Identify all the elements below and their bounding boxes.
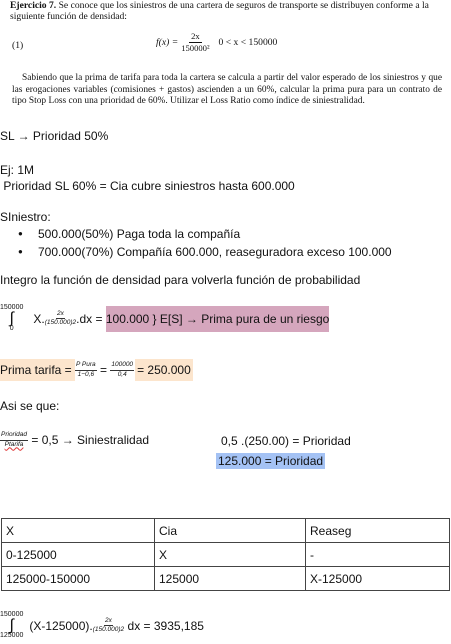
table-row bbox=[2, 543, 450, 567]
equation-fraction bbox=[181, 32, 209, 52]
sl-note: SL → Prioridad 50% bbox=[0, 129, 109, 143]
table-header-row bbox=[2, 519, 450, 543]
integral-lower: 0 bbox=[9, 325, 14, 332]
fraction-numerator: 2x bbox=[104, 618, 113, 627]
integral-reinsurance bbox=[0, 611, 204, 640]
fraction-denominator: Ptarifa bbox=[4, 440, 24, 448]
integral-sign: 150000 ∫ 0 bbox=[0, 304, 24, 332]
table-cell: - bbox=[306, 543, 450, 567]
integral-upper: 150000 bbox=[0, 304, 24, 311]
equation-denominator: 150000² bbox=[181, 42, 210, 53]
integral-dx: .dx = bbox=[76, 311, 106, 326]
prioridad-calc: 0,5 .(250.00) = Prioridad bbox=[221, 434, 351, 448]
example-note: Ej: 1M bbox=[0, 163, 35, 177]
equation-condition: 0 < x < 150000 bbox=[218, 36, 278, 48]
integro-note: Integro la función de densidad para volverla función de probabilidad bbox=[0, 273, 361, 287]
prima-tarifa-result: = 250.000 bbox=[135, 359, 193, 381]
fraction-denominator: (150.000)2 bbox=[44, 319, 77, 326]
fraction-numerator: Prioridad bbox=[0, 432, 28, 441]
siniestro-list bbox=[0, 225, 392, 261]
asi-note: Asi se que: bbox=[0, 399, 60, 413]
table-header: X bbox=[2, 519, 155, 543]
equation-lhs: f(x) = bbox=[156, 36, 179, 48]
table-cell: X-125000 bbox=[306, 567, 450, 591]
table-row bbox=[2, 567, 450, 591]
equals-sign: = bbox=[96, 363, 111, 377]
prima-fraction-1 bbox=[75, 362, 97, 378]
fraction-numerator: 2x bbox=[56, 311, 65, 320]
fraction-numerator: P Pura bbox=[75, 362, 97, 371]
prima-tarifa-label: Prima tarifa = bbox=[0, 359, 75, 381]
prioridad-note: Prioridad SL 60% = Cia cubre siniestros hasta 600.000 bbox=[0, 179, 295, 193]
list-item: ● 500.000(50%) Paga toda la compañía bbox=[0, 225, 392, 243]
integral-fraction bbox=[45, 311, 76, 327]
exercise-title: Ejercicio 7. bbox=[10, 0, 57, 11]
integral-upper: 150000 bbox=[0, 611, 24, 618]
ratio-fraction bbox=[0, 432, 28, 448]
equation-number: (1) bbox=[12, 40, 24, 51]
table-cell: 125000 bbox=[155, 567, 306, 591]
fraction-denominator: (150.000)2 bbox=[92, 626, 125, 633]
equation-numerator: 2x bbox=[191, 31, 200, 41]
siniestralidad-line bbox=[0, 432, 149, 448]
integral-variable: (X-125000). bbox=[29, 618, 93, 633]
expected-value-highlight: 100.000 } E[S] → Prima pura de un riesgo bbox=[106, 306, 329, 332]
integral-result: dx = 3935,185 bbox=[124, 618, 204, 633]
coverage-table bbox=[1, 518, 450, 591]
ratio-text: = 0,5 → Siniestralidad bbox=[28, 433, 150, 447]
list-item: ● 700.000(70%) Compañía 600.000, reaseguradora exceso 100.000 bbox=[0, 243, 392, 261]
table-header: Reaseg bbox=[306, 519, 450, 543]
table-cell: 0-125000 bbox=[2, 543, 155, 567]
integral-fraction bbox=[93, 618, 124, 634]
integral-lower: 125000 bbox=[0, 632, 24, 639]
siniestro-label: SIniestro: bbox=[0, 210, 51, 224]
exercise-paragraph: Sabiendo que la prima de tarifa para toda la cartera se calcula a partir del valor esperado de los siniestros y que las erogaciones variables (comisiones + gastos) ascienden a un 60%, calcular la prima pura para un contrato de tipo Stop Loss con una prioridad de 60%. Utilizar el Loss Ratio como índice de siniestralidad. bbox=[12, 73, 442, 107]
prioridad-result: 125.000 = Prioridad bbox=[218, 454, 324, 468]
integral-expected-value bbox=[0, 304, 329, 333]
table-cell: 125000-150000 bbox=[2, 567, 155, 591]
table-cell: X bbox=[155, 543, 306, 567]
integral-variable: X. bbox=[33, 311, 45, 326]
integral-sign: 150000 ∫ 125000 bbox=[0, 611, 24, 639]
prima-tarifa-line bbox=[0, 359, 193, 381]
table-header: Cia bbox=[155, 519, 306, 543]
prima-fraction-2 bbox=[110, 362, 134, 378]
exercise-statement-text: Se conoce que los siniestros de una cartera de seguros de transporte se distribuyen conforme a la siguiente función de densidad: bbox=[10, 0, 429, 22]
fraction-numerator: 100000 bbox=[110, 362, 134, 371]
exercise-statement bbox=[10, 0, 442, 22]
fraction-denominator: 1−0,6 bbox=[77, 370, 95, 378]
fraction-denominator: 0,4 bbox=[117, 370, 127, 378]
density-equation bbox=[156, 32, 277, 52]
